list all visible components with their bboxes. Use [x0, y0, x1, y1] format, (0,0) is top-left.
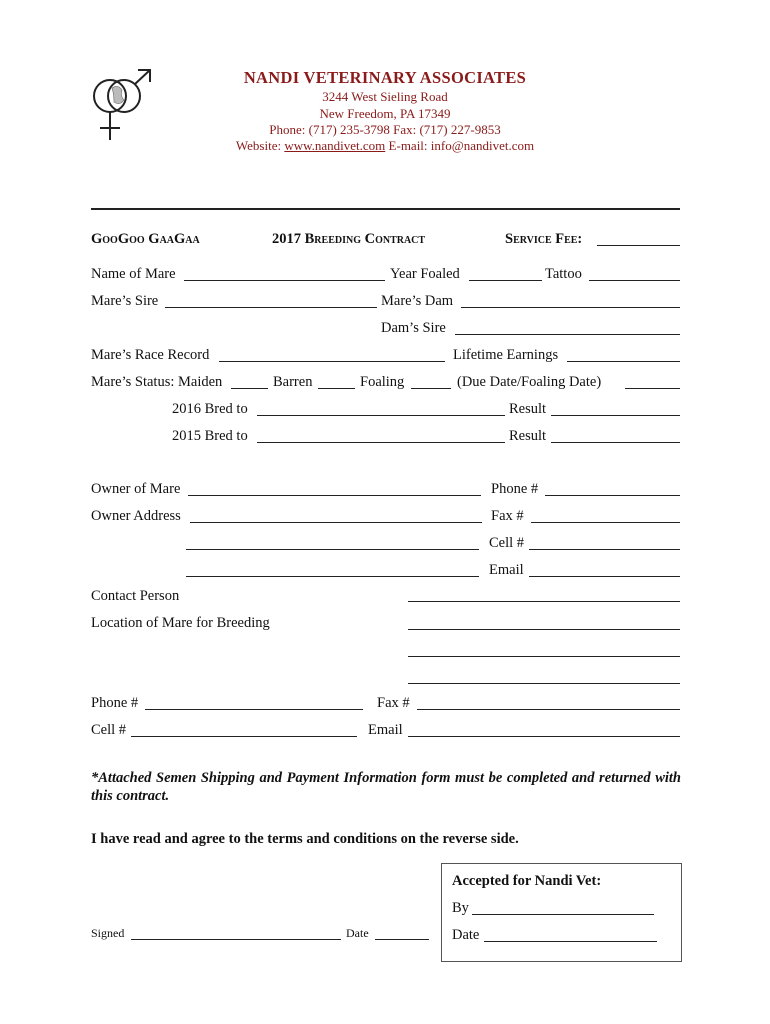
dams-sire-label: Dam’s Sire — [381, 320, 446, 336]
year-foaled-field[interactable] — [469, 266, 542, 281]
maiden-field[interactable] — [231, 374, 268, 389]
address-line-2: New Freedom, PA 17349 — [319, 106, 451, 121]
service-fee-label: Service Fee: — [505, 231, 583, 247]
cell-field[interactable] — [529, 535, 680, 550]
owner-address-label: Owner Address — [91, 508, 181, 524]
fax-field[interactable] — [531, 508, 680, 523]
tattoo-label: Tattoo — [545, 266, 582, 282]
tattoo-field[interactable] — [589, 266, 680, 281]
lifetime-earnings-field[interactable] — [567, 347, 680, 362]
email-field[interactable] — [529, 562, 680, 577]
sign-date-label: Date — [346, 926, 369, 940]
mares-sire-label: Mare’s Sire — [91, 293, 159, 309]
org-name: NANDI VETERINARY ASSOCIATES — [243, 68, 527, 87]
by-label: By — [452, 900, 469, 916]
barren-label: Barren — [273, 374, 313, 390]
phone-fax-line: Phone: (717) 235-3798 Fax: (717) 227-9853 — [269, 122, 501, 137]
owner-of-mare-label: Owner of Mare — [91, 481, 181, 497]
owner-address-field-3[interactable] — [186, 562, 479, 577]
foaling-label: Foaling — [360, 374, 405, 390]
result-2016-field[interactable] — [551, 401, 680, 416]
accepted-date-field[interactable] — [484, 927, 657, 942]
due-date-label: (Due Date/Foaling Date) — [457, 374, 602, 390]
fax2-label: Fax # — [377, 695, 410, 711]
name-of-mare-label: Name of Mare — [91, 266, 176, 282]
accepted-label: Accepted for Nandi Vet: — [452, 873, 602, 889]
service-fee-field[interactable] — [597, 231, 680, 246]
barren-field[interactable] — [318, 374, 355, 389]
mares-dam-label: Mare’s Dam — [381, 293, 454, 309]
owner-address-field-1[interactable] — [190, 508, 482, 523]
address-line-1: 3244 West Sieling Road — [322, 89, 448, 104]
status-label: Mare’s Status: Maiden — [91, 374, 223, 390]
due-date-field[interactable] — [625, 374, 680, 389]
bred-2015-field[interactable] — [257, 428, 505, 443]
result-2016-label: Result — [509, 401, 547, 417]
cell2-field[interactable] — [131, 722, 357, 737]
result-2015-label: Result — [509, 428, 547, 444]
email-text: E-mail: info@nandivet.com — [385, 138, 535, 153]
email-label: Email — [489, 562, 524, 578]
phone2-field[interactable] — [145, 695, 363, 710]
lifetime-earnings-label: Lifetime Earnings — [453, 347, 559, 363]
email2-field[interactable] — [408, 722, 680, 737]
location-field-3[interactable] — [408, 669, 680, 684]
bred-2016-label: 2016 Bred to — [172, 401, 248, 417]
signed-label: Signed — [91, 926, 125, 940]
result-2015-field[interactable] — [551, 428, 680, 443]
location-field-2[interactable] — [408, 642, 680, 657]
contact-person-label: Contact Person — [91, 588, 180, 604]
mares-sire-field[interactable] — [165, 293, 377, 308]
owner-address-field-2[interactable] — [186, 535, 479, 550]
bred-2015-label: 2015 Bred to — [172, 428, 248, 444]
sign-date-field[interactable] — [375, 927, 429, 940]
signed-field[interactable] — [131, 927, 341, 940]
phone-field[interactable] — [545, 481, 680, 496]
fax2-field[interactable] — [417, 695, 680, 710]
header-rule — [91, 208, 680, 210]
cell2-label: Cell # — [91, 722, 127, 738]
fax-label: Fax # — [491, 508, 524, 524]
name-of-mare-field[interactable] — [184, 266, 385, 281]
gender-symbols-logo — [88, 66, 158, 146]
mares-dam-field[interactable] — [461, 293, 680, 308]
dams-sire-field[interactable] — [455, 320, 680, 335]
contact-person-field[interactable] — [408, 587, 680, 602]
website-label: Website: — [235, 138, 285, 153]
horse-name: GooGoo GaaGaa — [91, 231, 200, 247]
owner-of-mare-field[interactable] — [188, 481, 481, 496]
bred-2016-field[interactable] — [257, 401, 505, 416]
location-field-1[interactable] — [408, 615, 680, 630]
by-field[interactable] — [472, 900, 654, 915]
website-line — [200, 138, 570, 154]
accepted-date-label: Date — [452, 927, 480, 943]
race-record-label: Mare’s Race Record — [91, 347, 210, 363]
agree-statement: I have read and agree to the terms and conditions on the reverse side. — [91, 831, 519, 847]
foaling-field[interactable] — [411, 374, 451, 389]
phone-label: Phone # — [491, 481, 539, 497]
year-foaled-label: Year Foaled — [390, 266, 460, 282]
location-label: Location of Mare for Breeding — [91, 615, 270, 631]
phone2-label: Phone # — [91, 695, 139, 711]
email2-label: Email — [368, 722, 403, 738]
website-link[interactable]: www.nandivet.com — [284, 138, 386, 153]
contract-title: 2017 Breeding Contract — [272, 231, 426, 247]
race-record-field[interactable] — [219, 347, 445, 362]
cell-label: Cell # — [489, 535, 525, 551]
attached-form-note: *Attached Semen Shipping and Payment Information form must be completed and returned with this contract. — [91, 770, 681, 804]
